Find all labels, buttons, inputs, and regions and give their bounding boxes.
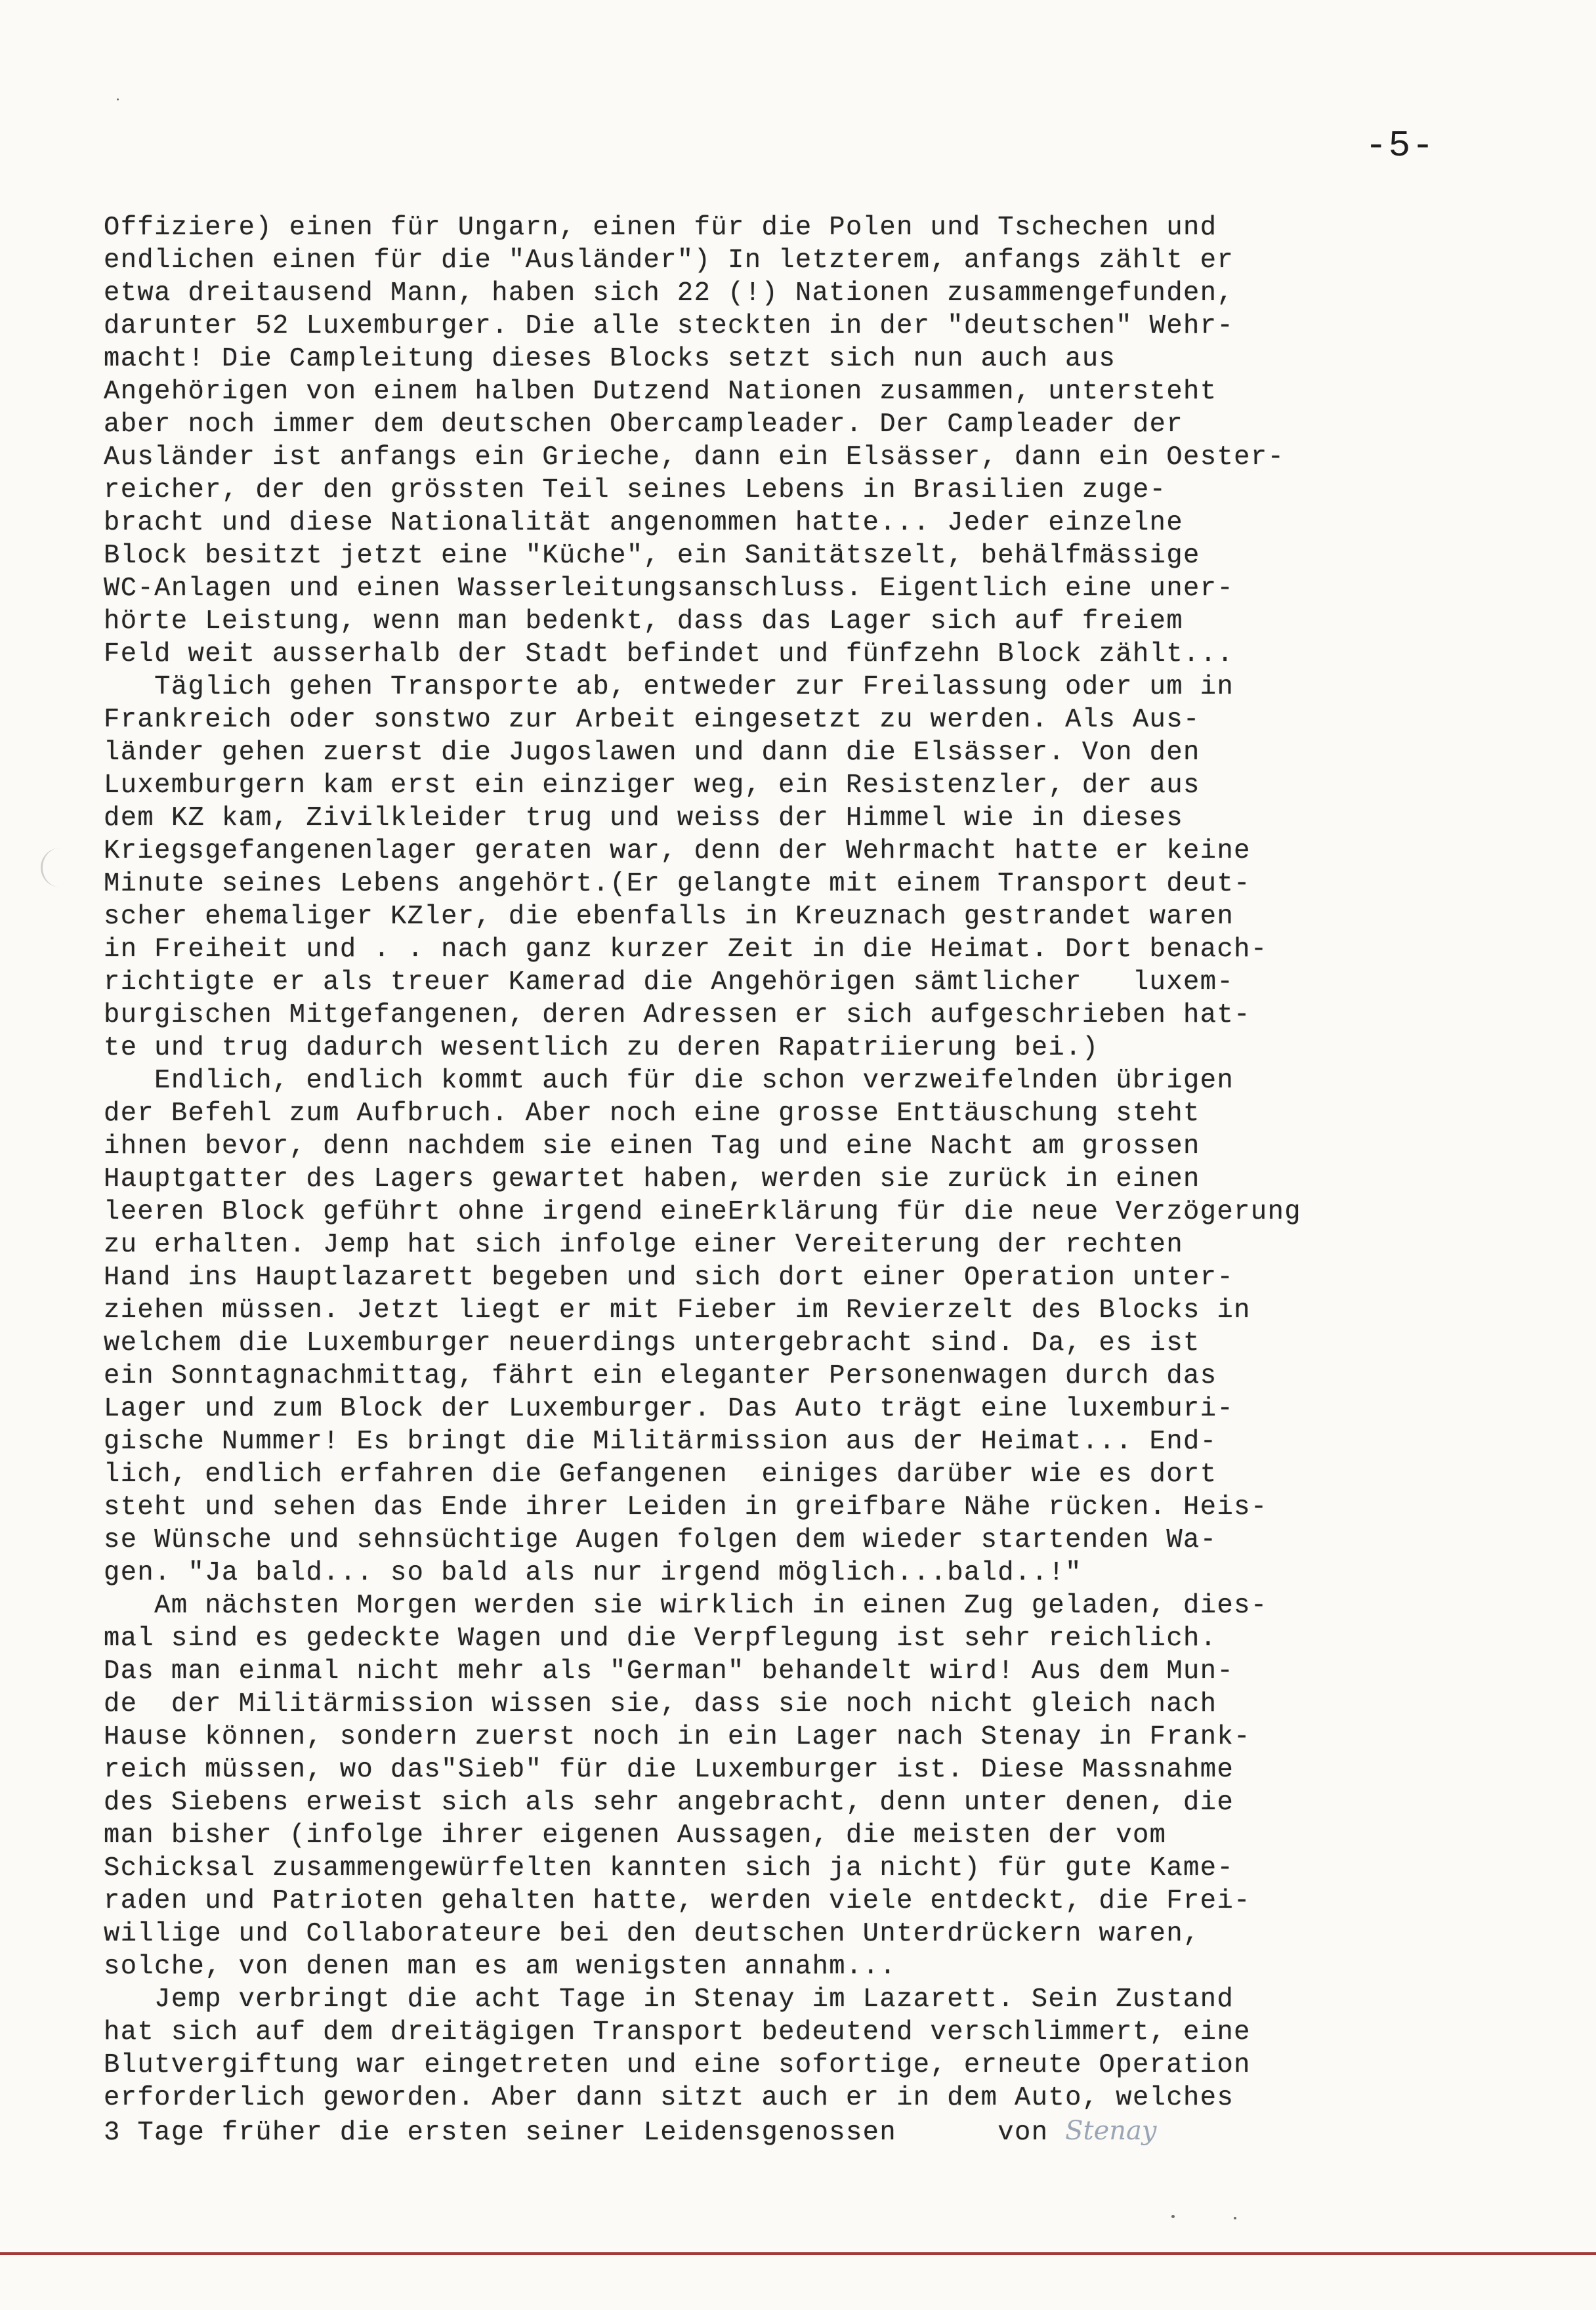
text-line: richtigte er als treuer Kamerad die Angehörigen sämtlicher luxem-	[104, 967, 1234, 998]
text-line: ein Sonntagnachmittag, fährt ein eleganter Personenwagen durch das	[104, 1361, 1217, 1391]
text-line: Minute seines Lebens angehört.(Er gelangte mit einem Transport deut-	[104, 869, 1251, 899]
text-line: erforderlich geworden. Aber dann sitzt auch er in dem Auto, welches	[104, 2083, 1234, 2113]
text-line: Angehörigen von einem halben Dutzend Nationen zusammen, untersteht	[104, 377, 1217, 407]
text-line: gen. "Ja bald... so bald als nur irgend möglich...bald..!"	[104, 1558, 1082, 1588]
ink-speck	[1234, 2217, 1236, 2219]
text-line: de der Militärmission wissen sie, dass sie noch nicht gleich nach	[104, 1689, 1217, 1719]
text-line: reicher, der den grössten Teil seines Lebens in Brasilien zuge-	[104, 475, 1167, 505]
text-line: aber noch immer dem deutschen Obercampleader. Der Campleader der	[104, 410, 1184, 440]
text-line: Frankreich oder sonstwo zur Arbeit eingesetzt zu werden. Als Aus-	[104, 705, 1200, 735]
text-line: scher ehemaliger KZler, die ebenfalls in Kreuznach gestrandet waren	[104, 902, 1234, 932]
page-number: -5-	[1365, 125, 1435, 167]
text-line: macht! Die Campleitung dieses Blocks setzt sich nun auch aus	[104, 344, 1116, 374]
last-line-text: 3 Tage früher die ersten seiner Leidensgenossen von	[104, 2118, 1066, 2148]
text-line: raden und Patrioten gehalten hatte, werden viele entdeckt, die Frei-	[104, 1886, 1251, 1916]
text-line: welchem die Luxemburger neuerdings untergebracht sind. Da, es ist	[104, 1328, 1200, 1358]
text-line: Hause können, sondern zuerst noch in ein Lager nach Stenay in Frank-	[104, 1722, 1251, 1752]
text-line: Blutvergiftung war eingetreten und eine sofortige, erneute Operation	[104, 2050, 1251, 2080]
text-line: Kriegsgefangenenlager geraten war, denn der Wehrmacht hatte er keine	[104, 836, 1251, 866]
text-line: se Wünsche und sehnsüchtige Augen folgen dem wieder startenden Wa-	[104, 1525, 1217, 1555]
bottom-margin-line	[0, 2252, 1596, 2255]
text-line: Offiziere) einen für Ungarn, einen für die Polen und Tschechen und	[104, 213, 1217, 243]
text-line: lich, endlich erfahren die Gefangenen einiges darüber wie es dort	[104, 1460, 1217, 1490]
text-line: Täglich gehen Transporte ab, entweder zur Freilassung oder um in	[104, 672, 1234, 702]
last-text-line	[104, 2114, 1534, 2147]
typewritten-body	[104, 211, 1534, 2147]
text-line: Lager und zum Block der Luxemburger. Das Auto trägt eine luxemburi-	[104, 1394, 1234, 1424]
text-line: ziehen müssen. Jetzt liegt er mit Fieber im Revierzelt des Blocks in	[104, 1295, 1251, 1326]
text-line: Feld weit ausserhalb der Stadt befindet und fünfzehn Block zählt...	[104, 639, 1234, 669]
text-line: steht und sehen das Ende ihrer Leiden in greifbare Nähe rücken. Heis-	[104, 1492, 1268, 1522]
text-line: solche, von denen man es am wenigsten annahm...	[104, 1952, 897, 1982]
text-line: Luxemburgern kam erst ein einziger weg, ein Resistenzler, der aus	[104, 770, 1200, 801]
text-line: zu erhalten. Jemp hat sich infolge einer Vereiterung der rechten	[104, 1230, 1184, 1260]
handwritten-annotation: Stenay	[1065, 2116, 1157, 2146]
text-line: in Freiheit und . . nach ganz kurzer Zeit in die Heimat. Dort benach-	[104, 934, 1268, 965]
text-line: der Befehl zum Aufbruch. Aber noch eine grosse Enttäuschung steht	[104, 1099, 1200, 1129]
text-line: hörte Leistung, wenn man bedenkt, dass das Lager sich auf freiem	[104, 606, 1184, 637]
text-line: burgischen Mitgefangenen, deren Adressen er sich aufgeschrieben hat-	[104, 1000, 1251, 1030]
text-line: Block besitzt jetzt eine "Küche", ein Sanitätszelt, behälfmässige	[104, 541, 1200, 571]
text-line: man bisher (infolge ihrer eigenen Aussagen, die meisten der vom	[104, 1820, 1167, 1851]
text-line: bracht und diese Nationalität angenommen hatte... Jeder einzelne	[104, 508, 1184, 538]
text-line: Das man einmal nicht mehr als "German" behandelt wird! Aus dem Mun-	[104, 1656, 1234, 1687]
text-line: leeren Block geführt ohne irgend eineErklärung für die neue Verzögerung	[104, 1197, 1301, 1227]
text-line: Hand ins Hauptlazarett begeben und sich dort einer Operation unter-	[104, 1263, 1234, 1293]
text-line: des Siebens erweist sich als sehr angebracht, denn unter denen, die	[104, 1788, 1234, 1818]
ink-speck	[1171, 2215, 1175, 2218]
text-line: dem KZ kam, Zivilkleider trug und weiss der Himmel wie in dieses	[104, 803, 1184, 833]
text-line: etwa dreitausend Mann, haben sich 22 (!) Nationen zusammengefunden,	[104, 278, 1234, 308]
text-line: länder gehen zuerst die Jugoslawen und dann die Elsässer. Von den	[104, 738, 1200, 768]
text-line: endlichen einen für die "Ausländer") In letzterem, anfangs zählt er	[104, 245, 1234, 276]
text-line: Schicksal zusammengewürfelten kannten sich ja nicht) für gute Kame-	[104, 1853, 1234, 1883]
text-line: reich müssen, wo das"Sieb" für die Luxemburger ist. Diese Massnahme	[104, 1755, 1234, 1785]
text-line: Hauptgatter des Lagers gewartet haben, werden sie zurück in einen	[104, 1164, 1200, 1194]
text-line: Endlich, endlich kommt auch für die schon verzweifelnden übrigen	[104, 1066, 1234, 1096]
text-line: hat sich auf dem dreitägigen Transport bedeutend verschlimmert, eine	[104, 2017, 1251, 2048]
text-line: ihnen bevor, denn nachdem sie einen Tag und eine Nacht am grossen	[104, 1131, 1200, 1162]
text-line: gische Nummer! Es bringt die Militärmission aus der Heimat... End-	[104, 1427, 1217, 1457]
punch-hole-mark	[41, 848, 62, 887]
text-line: darunter 52 Luxemburger. Die alle steckten in der "deutschen" Wehr-	[104, 311, 1234, 341]
ink-speck	[117, 98, 119, 100]
text-line: Am nächsten Morgen werden sie wirklich in einen Zug geladen, dies-	[104, 1591, 1268, 1621]
text-line: WC-Anlagen und einen Wasserleitungsanschluss. Eigentlich eine uner-	[104, 574, 1234, 604]
text-line: te und trug dadurch wesentlich zu deren Rapatriierung bei.)	[104, 1033, 1099, 1063]
text-line: willige und Collaborateure bei den deutschen Unterdrückern waren,	[104, 1919, 1200, 1949]
text-line: mal sind es gedeckte Wagen und die Verpflegung ist sehr reichlich.	[104, 1624, 1217, 1654]
text-line: Jemp verbringt die acht Tage in Stenay im Lazarett. Sein Zustand	[104, 1984, 1234, 2015]
text-line: Ausländer ist anfangs ein Grieche, dann ein Elsässer, dann ein Oester-	[104, 442, 1285, 472]
